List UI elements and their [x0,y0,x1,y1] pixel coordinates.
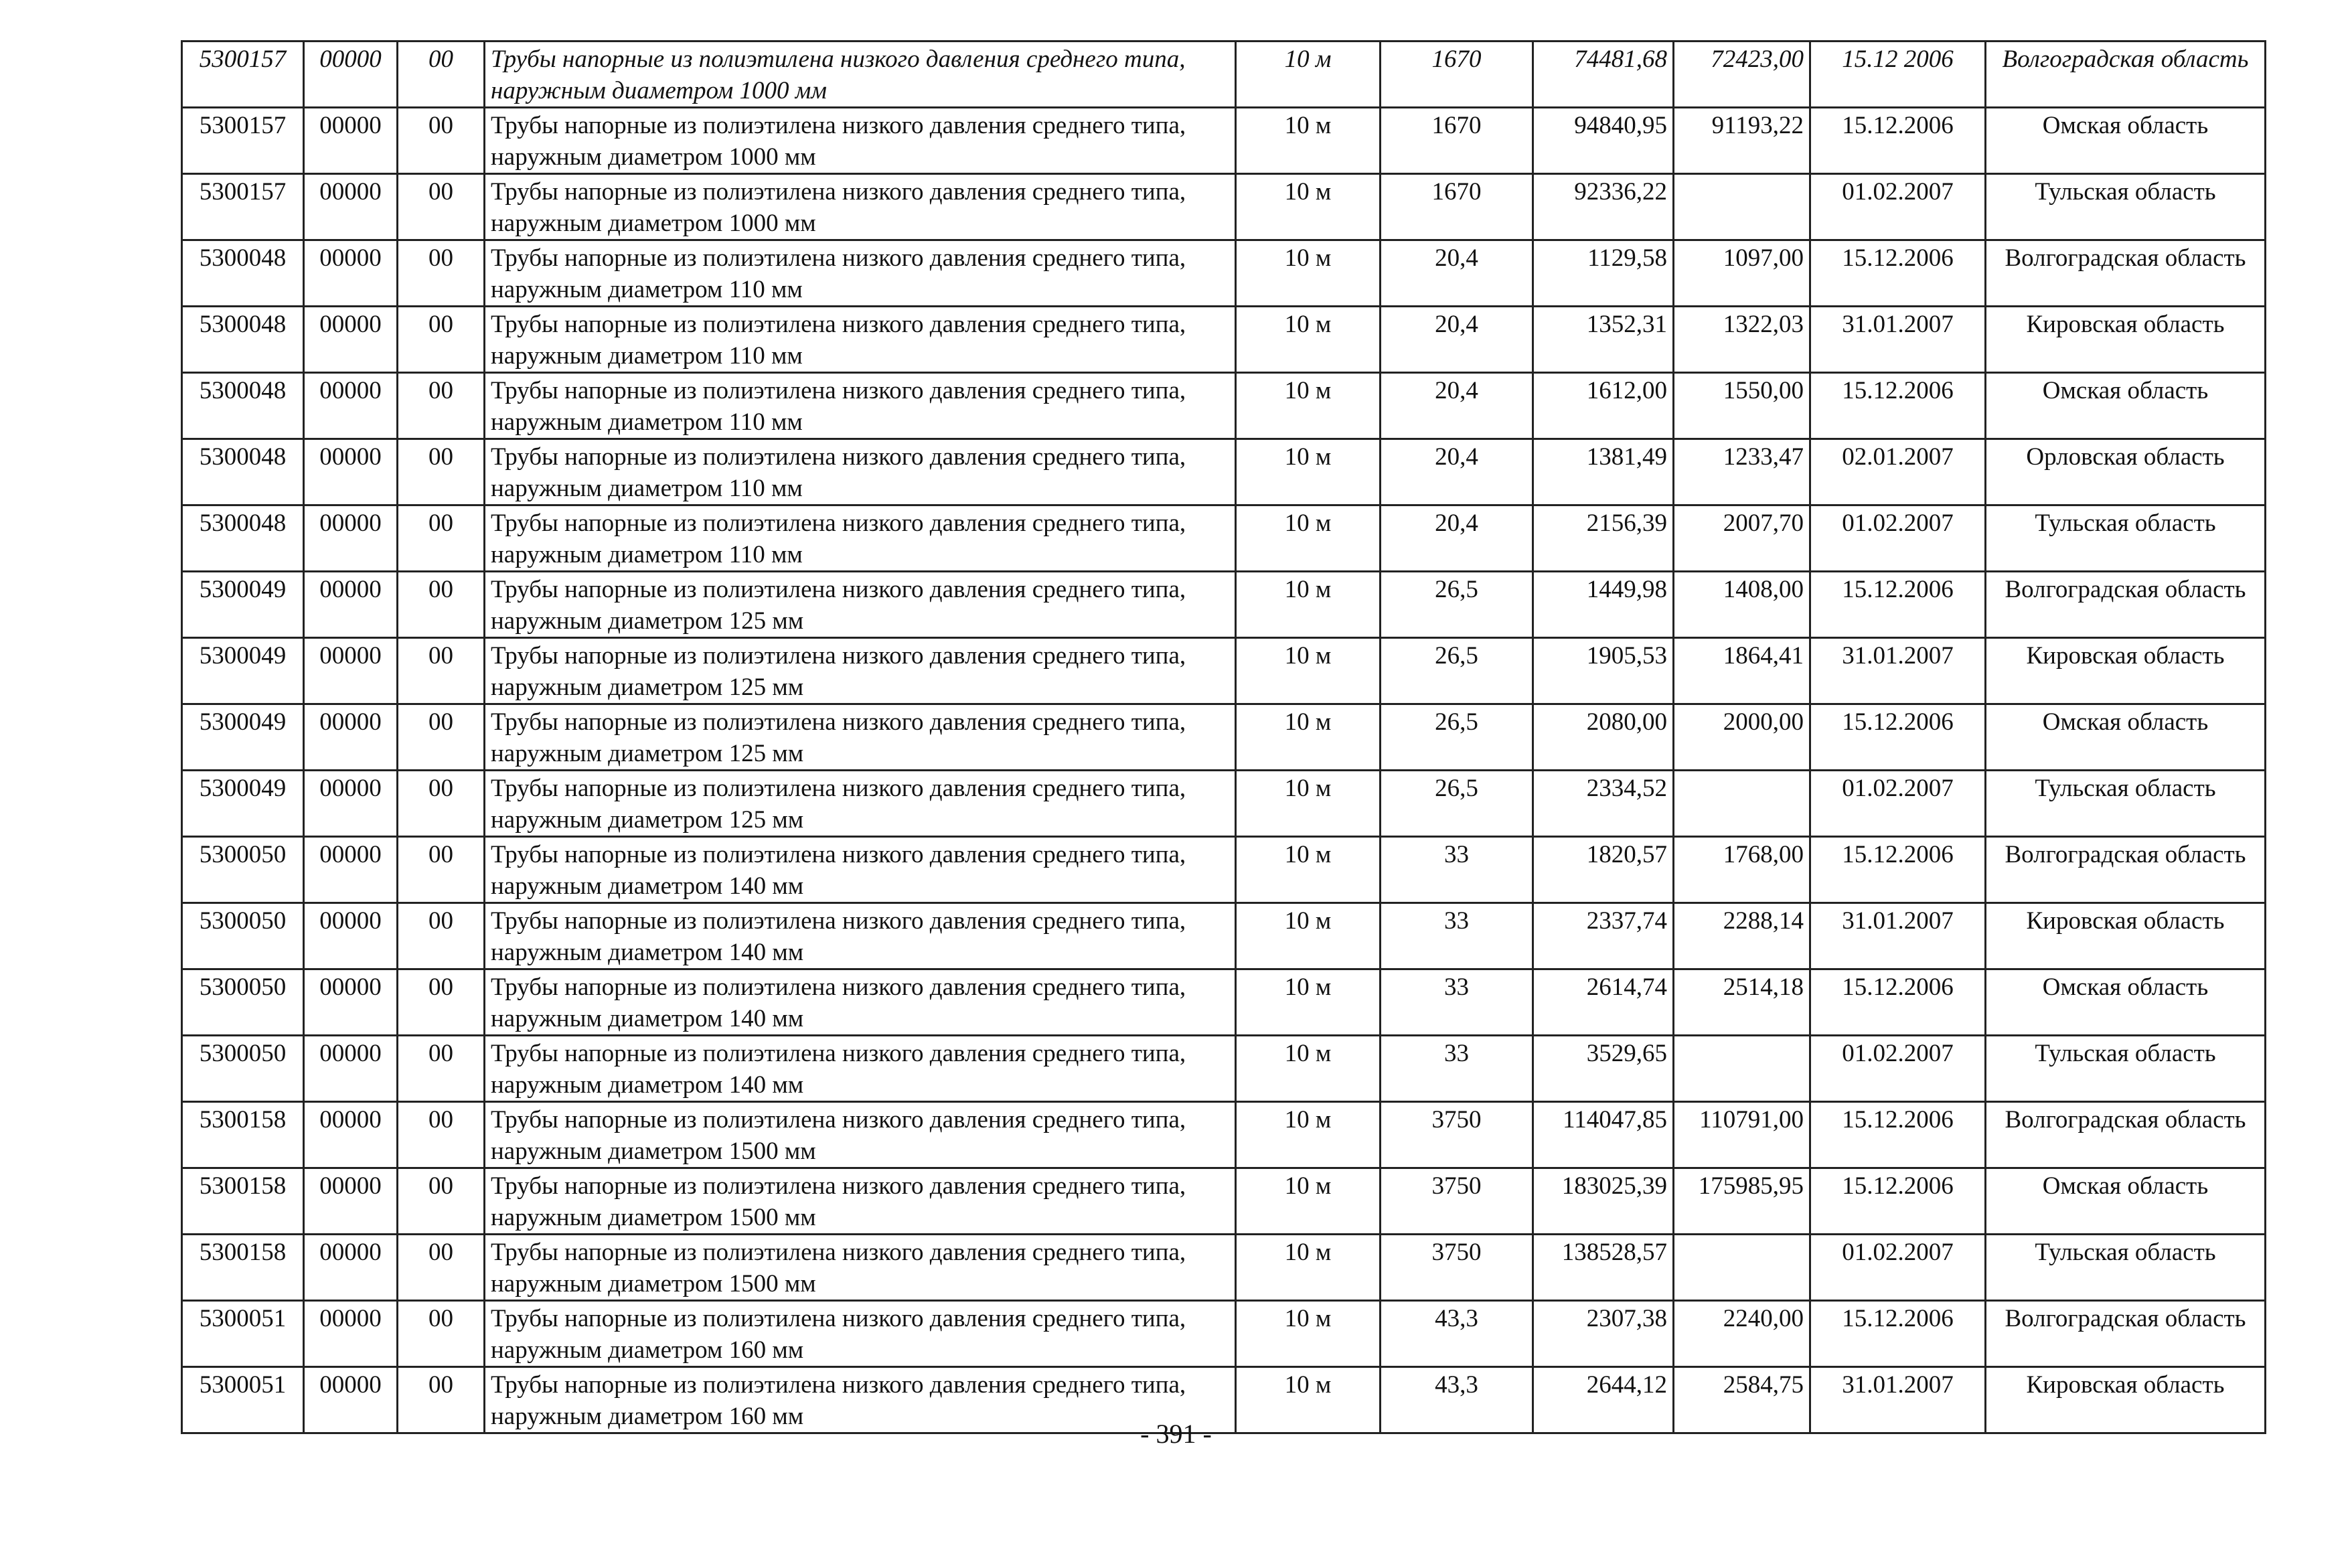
cell-subcode: 00000 [304,903,398,969]
cell-code: 5300048 [182,373,304,439]
cell-region: Кировская область [1986,1367,2266,1433]
cell-variant: 00 [398,1036,485,1102]
cell-region: Орловская область [1986,439,2266,505]
cell-date: 01.02.2007 [1810,505,1986,572]
cell-name: Трубы напорные из полиэтилена низкого давления среднего типа, наружным диаметром 110 мм [485,439,1236,505]
cell-price-2: 2000,00 [1674,704,1810,771]
cell-name: Трубы напорные из полиэтилена низкого давления среднего типа, наружным диаметром 1500 мм [485,1235,1236,1301]
cell-code: 5300157 [182,174,304,240]
cell-code: 5300050 [182,903,304,969]
cell-price-1: 1905,53 [1533,638,1674,704]
cell-region: Тульская область [1986,174,2266,240]
table-row [182,638,2266,704]
cell-region: Волгоградская область [1986,1102,2266,1168]
cell-code: 5300049 [182,771,304,837]
cell-subcode: 00000 [304,42,398,108]
cell-name: Трубы напорные из полиэтилена низкого давления среднего типа, наружным диаметром 140 мм [485,903,1236,969]
cell-unit: 10 м [1236,969,1381,1036]
cell-name: Трубы напорные из полиэтилена низкого давления среднего типа, наружным диаметром 110 мм [485,307,1236,373]
cell-date: 15.12.2006 [1810,108,1986,174]
cell-norm: 26,5 [1381,638,1533,704]
cell-code: 5300158 [182,1168,304,1235]
cell-price-1: 114047,85 [1533,1102,1674,1168]
cell-price-2: 1408,00 [1674,572,1810,638]
cell-date: 31.01.2007 [1810,903,1986,969]
cell-price-1: 94840,95 [1533,108,1674,174]
table-row [182,837,2266,903]
cell-code: 5300050 [182,837,304,903]
cell-price-2: 2584,75 [1674,1367,1810,1433]
cell-name: Трубы напорные из полиэтилена низкого давления среднего типа, наружным диаметром 125 мм [485,704,1236,771]
cell-region: Тульская область [1986,1036,2266,1102]
cell-name: Трубы напорные из полиэтилена низкого давления среднего типа, наружным диаметром 125 мм [485,771,1236,837]
cell-price-1: 2614,74 [1533,969,1674,1036]
cell-code: 5300048 [182,439,304,505]
cell-name: Трубы напорные из полиэтилена низкого давления среднего типа, наружным диаметром 1000 мм [485,42,1236,108]
cell-subcode: 00000 [304,505,398,572]
cell-region: Кировская область [1986,903,2266,969]
cell-name: Трубы напорные из полиэтилена низкого давления среднего типа, наружным диаметром 1500 мм [485,1102,1236,1168]
cell-price-2 [1674,1036,1810,1102]
cell-subcode: 00000 [304,307,398,373]
cell-price-2: 1864,41 [1674,638,1810,704]
table-row [182,42,2266,108]
cell-price-1: 1612,00 [1533,373,1674,439]
cell-date: 15.12.2006 [1810,1102,1986,1168]
cell-norm: 3750 [1381,1168,1533,1235]
cell-subcode: 00000 [304,638,398,704]
cell-unit: 10 м [1236,903,1381,969]
cell-norm: 20,4 [1381,307,1533,373]
cell-region: Волгоградская область [1986,1301,2266,1367]
cell-unit: 10 м [1236,837,1381,903]
table-row [182,969,2266,1036]
cell-variant: 00 [398,1367,485,1433]
cell-name: Трубы напорные из полиэтилена низкого давления среднего типа, наружным диаметром 125 мм [485,638,1236,704]
cell-price-2: 2514,18 [1674,969,1810,1036]
cell-variant: 00 [398,1102,485,1168]
cell-code: 5300050 [182,1036,304,1102]
cell-variant: 00 [398,174,485,240]
table-row [182,1168,2266,1235]
cell-region: Волгоградская область [1986,837,2266,903]
table-row [182,903,2266,969]
table-row [182,704,2266,771]
cell-date: 02.01.2007 [1810,439,1986,505]
cell-region: Волгоградская область [1986,42,2266,108]
cell-code: 5300049 [182,572,304,638]
cell-subcode: 00000 [304,704,398,771]
cell-date: 15.12.2006 [1810,969,1986,1036]
cell-price-2: 2288,14 [1674,903,1810,969]
cell-subcode: 00000 [304,969,398,1036]
cell-price-2: 72423,00 [1674,42,1810,108]
cell-unit: 10 м [1236,174,1381,240]
cell-variant: 00 [398,704,485,771]
cell-price-1: 2337,74 [1533,903,1674,969]
cell-variant: 00 [398,505,485,572]
cell-unit: 10 м [1236,42,1381,108]
cell-price-2 [1674,771,1810,837]
cell-code: 5300158 [182,1102,304,1168]
cell-variant: 00 [398,1168,485,1235]
cell-price-2: 91193,22 [1674,108,1810,174]
cell-norm: 33 [1381,837,1533,903]
cell-norm: 43,3 [1381,1301,1533,1367]
cell-region: Омская область [1986,373,2266,439]
cell-norm: 26,5 [1381,771,1533,837]
cell-unit: 10 м [1236,505,1381,572]
cell-subcode: 00000 [304,1367,398,1433]
cell-unit: 10 м [1236,373,1381,439]
cell-norm: 3750 [1381,1235,1533,1301]
cell-date: 15.12.2006 [1810,837,1986,903]
cell-region: Волгоградская область [1986,572,2266,638]
table-row [182,240,2266,307]
cell-price-2: 2007,70 [1674,505,1810,572]
cell-variant: 00 [398,837,485,903]
cell-region: Омская область [1986,1168,2266,1235]
cell-name: Трубы напорные из полиэтилена низкого давления среднего типа, наружным диаметром 1500 мм [485,1168,1236,1235]
table-row [182,439,2266,505]
cell-subcode: 00000 [304,1235,398,1301]
cell-price-1: 1381,49 [1533,439,1674,505]
cell-date: 15.12.2006 [1810,1301,1986,1367]
table-row [182,505,2266,572]
cell-code: 5300157 [182,42,304,108]
cell-price-1: 2644,12 [1533,1367,1674,1433]
cell-norm: 43,3 [1381,1367,1533,1433]
cell-date: 15.12.2006 [1810,240,1986,307]
cell-date: 31.01.2007 [1810,1367,1986,1433]
cell-date: 15.12 2006 [1810,42,1986,108]
cell-norm: 26,5 [1381,572,1533,638]
cell-variant: 00 [398,1301,485,1367]
cell-subcode: 00000 [304,1301,398,1367]
cell-region: Омская область [1986,108,2266,174]
cell-norm: 20,4 [1381,439,1533,505]
cell-price-2 [1674,174,1810,240]
cell-date: 31.01.2007 [1810,307,1986,373]
cell-price-2: 110791,00 [1674,1102,1810,1168]
cell-unit: 10 м [1236,572,1381,638]
cell-norm: 26,5 [1381,704,1533,771]
cell-region: Тульская область [1986,505,2266,572]
table-row [182,572,2266,638]
table-row [182,108,2266,174]
cell-code: 5300048 [182,307,304,373]
cell-price-1: 2156,39 [1533,505,1674,572]
cell-name: Трубы напорные из полиэтилена низкого давления среднего типа, наружным диаметром 140 мм [485,1036,1236,1102]
cell-price-1: 2307,38 [1533,1301,1674,1367]
cell-code: 5300158 [182,1235,304,1301]
table-row [182,373,2266,439]
cell-date: 15.12.2006 [1810,704,1986,771]
cell-code: 5300048 [182,505,304,572]
cell-subcode: 00000 [304,1168,398,1235]
table-row [182,1301,2266,1367]
cell-unit: 10 м [1236,638,1381,704]
cell-price-1: 1820,57 [1533,837,1674,903]
cell-name: Трубы напорные из полиэтилена низкого давления среднего типа, наружным диаметром 160 мм [485,1301,1236,1367]
cell-subcode: 00000 [304,572,398,638]
cell-code: 5300048 [182,240,304,307]
cell-variant: 00 [398,307,485,373]
cell-subcode: 00000 [304,1102,398,1168]
price-table-body [182,42,2266,1433]
table-row [182,1102,2266,1168]
cell-region: Тульская область [1986,1235,2266,1301]
cell-variant: 00 [398,572,485,638]
cell-price-1: 138528,57 [1533,1235,1674,1301]
cell-price-1: 183025,39 [1533,1168,1674,1235]
cell-price-1: 2080,00 [1533,704,1674,771]
cell-date: 31.01.2007 [1810,638,1986,704]
cell-name: Трубы напорные из полиэтилена низкого давления среднего типа, наружным диаметром 160 мм [485,1367,1236,1433]
cell-code: 5300157 [182,108,304,174]
cell-norm: 1670 [1381,174,1533,240]
cell-price-1: 2334,52 [1533,771,1674,837]
cell-variant: 00 [398,771,485,837]
cell-norm: 1670 [1381,42,1533,108]
cell-region: Омская область [1986,969,2266,1036]
cell-unit: 10 м [1236,307,1381,373]
cell-name: Трубы напорные из полиэтилена низкого давления среднего типа, наружным диаметром 110 мм [485,373,1236,439]
cell-name: Трубы напорные из полиэтилена низкого давления среднего типа, наружным диаметром 1000 мм [485,108,1236,174]
cell-variant: 00 [398,108,485,174]
cell-date: 15.12.2006 [1810,1168,1986,1235]
cell-price-2: 1322,03 [1674,307,1810,373]
cell-price-2: 2240,00 [1674,1301,1810,1367]
cell-subcode: 00000 [304,771,398,837]
cell-price-2: 1550,00 [1674,373,1810,439]
cell-unit: 10 м [1236,108,1381,174]
cell-unit: 10 м [1236,771,1381,837]
table-row [182,1235,2266,1301]
cell-price-2: 1768,00 [1674,837,1810,903]
cell-norm: 1670 [1381,108,1533,174]
cell-variant: 00 [398,240,485,307]
cell-norm: 33 [1381,1036,1533,1102]
cell-subcode: 00000 [304,439,398,505]
cell-name: Трубы напорные из полиэтилена низкого давления среднего типа, наружным диаметром 140 мм [485,969,1236,1036]
cell-unit: 10 м [1236,1235,1381,1301]
cell-code: 5300049 [182,638,304,704]
cell-price-2: 175985,95 [1674,1168,1810,1235]
cell-date: 01.02.2007 [1810,771,1986,837]
cell-norm: 33 [1381,969,1533,1036]
cell-name: Трубы напорные из полиэтилена низкого давления среднего типа, наружным диаметром 110 мм [485,505,1236,572]
cell-variant: 00 [398,903,485,969]
cell-norm: 33 [1381,903,1533,969]
price-table [181,40,2266,1434]
cell-date: 01.02.2007 [1810,174,1986,240]
cell-region: Тульская область [1986,771,2266,837]
cell-norm: 3750 [1381,1102,1533,1168]
cell-norm: 20,4 [1381,373,1533,439]
cell-price-1: 1449,98 [1533,572,1674,638]
cell-region: Волгоградская область [1986,240,2266,307]
page-number: - 391 - [1140,1419,1212,1449]
cell-price-2: 1233,47 [1674,439,1810,505]
cell-region: Омская область [1986,704,2266,771]
cell-code: 5300050 [182,969,304,1036]
cell-variant: 00 [398,439,485,505]
cell-unit: 10 м [1236,1102,1381,1168]
cell-date: 01.02.2007 [1810,1235,1986,1301]
table-row [182,1036,2266,1102]
cell-price-2: 1097,00 [1674,240,1810,307]
cell-code: 5300051 [182,1367,304,1433]
cell-price-1: 3529,65 [1533,1036,1674,1102]
cell-variant: 00 [398,969,485,1036]
table-row [182,174,2266,240]
cell-name: Трубы напорные из полиэтилена низкого давления среднего типа, наружным диаметром 110 мм [485,240,1236,307]
cell-variant: 00 [398,1235,485,1301]
cell-variant: 00 [398,638,485,704]
cell-price-1: 74481,68 [1533,42,1674,108]
cell-name: Трубы напорные из полиэтилена низкого давления среднего типа, наружным диаметром 140 мм [485,837,1236,903]
cell-name: Трубы напорные из полиэтилена низкого давления среднего типа, наружным диаметром 125 мм [485,572,1236,638]
cell-unit: 10 м [1236,1168,1381,1235]
cell-price-2 [1674,1235,1810,1301]
cell-subcode: 00000 [304,108,398,174]
cell-price-1: 92336,22 [1533,174,1674,240]
cell-code: 5300051 [182,1301,304,1367]
cell-date: 01.02.2007 [1810,1036,1986,1102]
cell-unit: 10 м [1236,704,1381,771]
cell-date: 15.12.2006 [1810,572,1986,638]
cell-variant: 00 [398,42,485,108]
cell-unit: 10 м [1236,240,1381,307]
cell-price-1: 1129,58 [1533,240,1674,307]
cell-subcode: 00000 [304,837,398,903]
cell-unit: 10 м [1236,439,1381,505]
cell-subcode: 00000 [304,373,398,439]
cell-code: 5300049 [182,704,304,771]
cell-subcode: 00000 [304,174,398,240]
cell-variant: 00 [398,373,485,439]
cell-region: Кировская область [1986,307,2266,373]
table-row [182,771,2266,837]
cell-region: Кировская область [1986,638,2266,704]
cell-subcode: 00000 [304,1036,398,1102]
cell-norm: 20,4 [1381,240,1533,307]
cell-name: Трубы напорные из полиэтилена низкого давления среднего типа, наружным диаметром 1000 мм [485,174,1236,240]
cell-norm: 20,4 [1381,505,1533,572]
cell-unit: 10 м [1236,1301,1381,1367]
cell-date: 15.12.2006 [1810,373,1986,439]
cell-unit: 10 м [1236,1367,1381,1433]
cell-unit: 10 м [1236,1036,1381,1102]
cell-subcode: 00000 [304,240,398,307]
table-row [182,307,2266,373]
cell-price-1: 1352,31 [1533,307,1674,373]
